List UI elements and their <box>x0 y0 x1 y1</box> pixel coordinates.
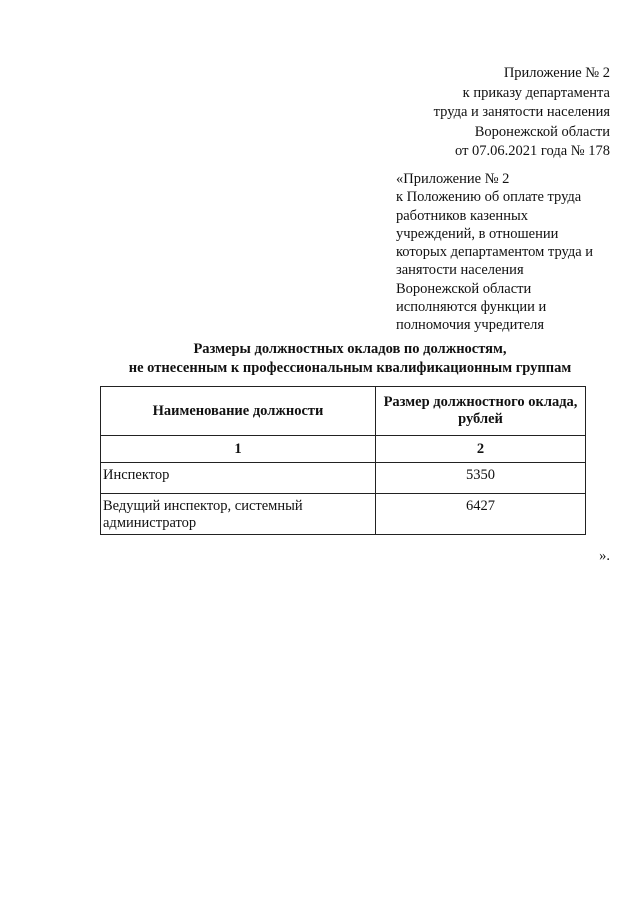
appendix-line: «Приложение № 2 <box>396 171 510 187</box>
title-line-2: не отнесенным к профессиональным квалификационным группам <box>128 360 572 376</box>
table-row <box>101 494 586 535</box>
appendix-line: которых департаментом труда и <box>396 244 594 261</box>
column-number-2: 2 <box>376 436 586 463</box>
header-line: к приказу департамента <box>462 84 610 101</box>
appendix-line: работников казенных <box>396 207 528 224</box>
appendix-line: учреждений, в отношении <box>396 225 559 242</box>
header-line: Приложение № 2 <box>503 65 610 81</box>
table-header-row <box>101 387 586 436</box>
table-row <box>101 463 586 494</box>
column-number-1: 1 <box>101 436 376 463</box>
position-cell: Инспектор <box>101 463 376 494</box>
appendix-reference <box>396 170 616 335</box>
position-cell: Ведущий инспектор, системный администратор <box>101 494 376 535</box>
appendix-line: занятости населения <box>396 262 524 279</box>
title-line-1: Размеры должностных окладов по должностям, <box>193 341 507 357</box>
header-salary: Размер должностного оклада, рублей <box>376 387 586 436</box>
header-line: труда и занятости населения <box>433 104 610 120</box>
appendix-line: полномочия учредителя <box>396 317 545 334</box>
document-title <box>90 340 610 378</box>
order-header <box>434 64 610 162</box>
salary-cell: 5350 <box>376 463 586 494</box>
header-line: Воронежской области <box>474 123 610 140</box>
closing-quote: ». <box>599 548 610 564</box>
appendix-line: к Положению об оплате труда <box>396 189 582 206</box>
appendix-line: исполняются функции и <box>396 299 547 316</box>
salary-table <box>100 386 586 535</box>
salary-cell: 6427 <box>376 494 586 535</box>
header-line: от 07.06.2021 года № 178 <box>455 143 610 159</box>
column-number-row <box>101 436 586 463</box>
appendix-line: Воронежской области <box>396 280 532 297</box>
header-position: Наименование должности <box>101 387 376 436</box>
